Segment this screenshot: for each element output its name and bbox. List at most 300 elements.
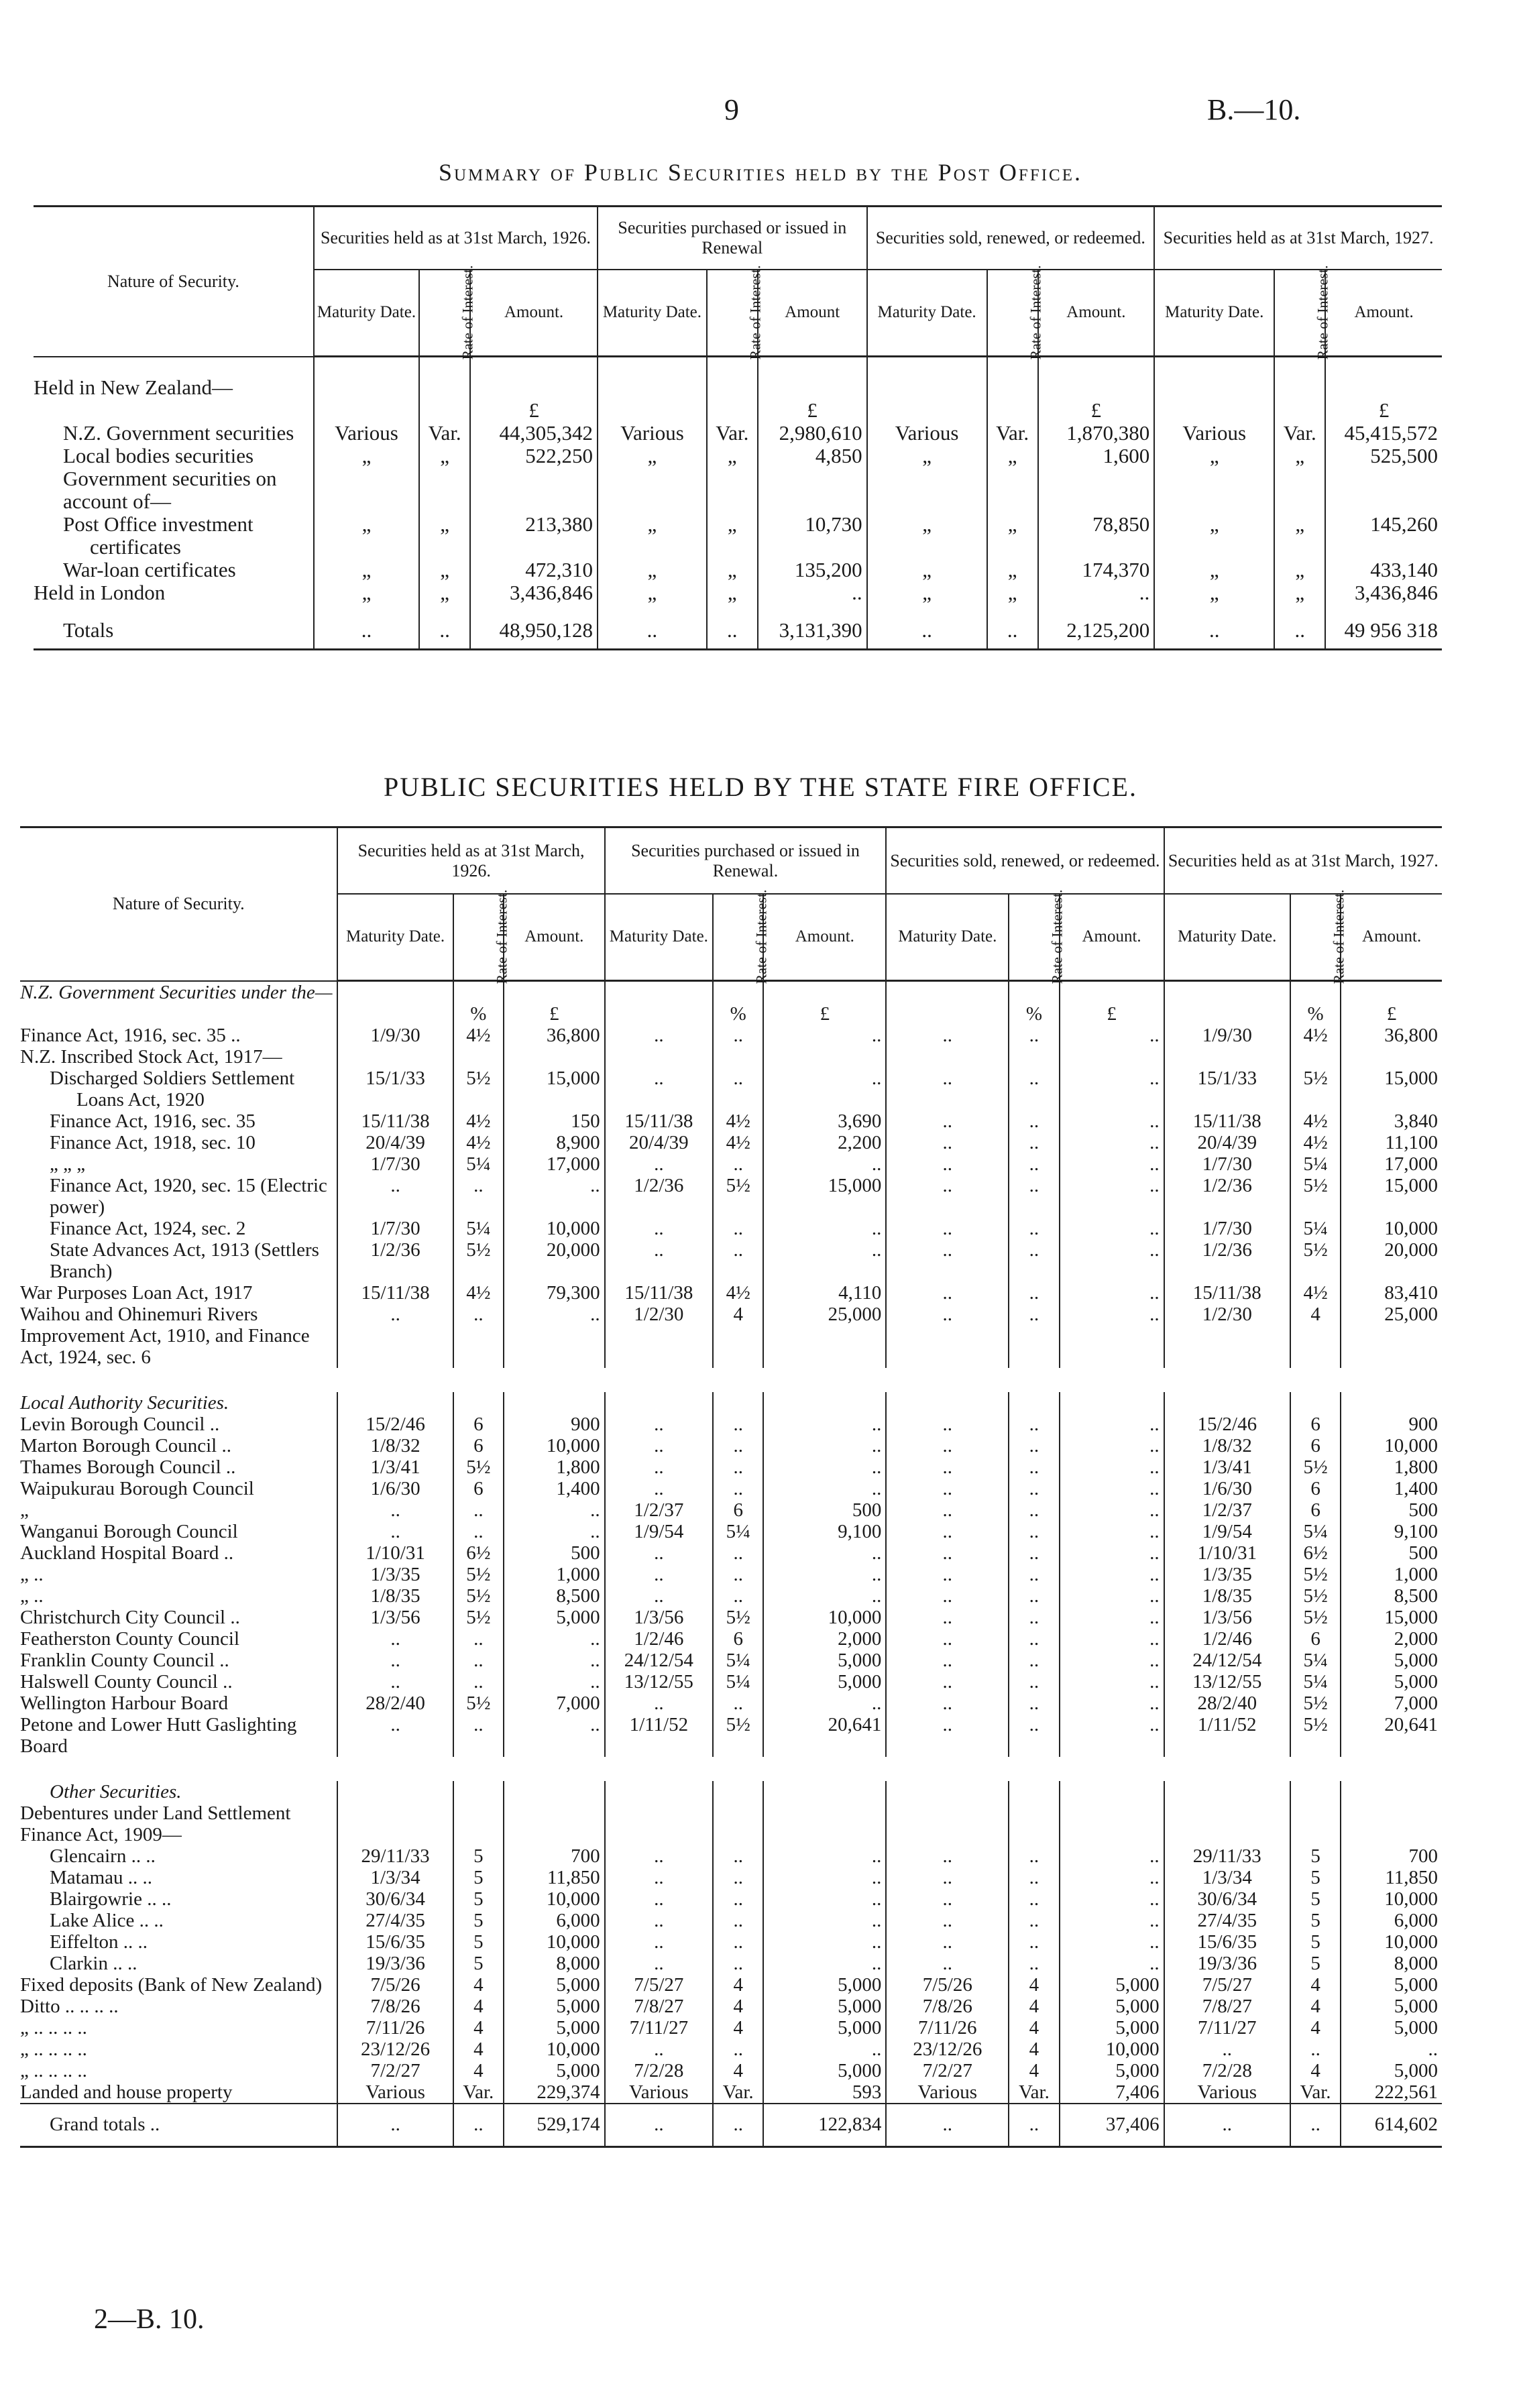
amount-cell: 1,000 (1341, 1564, 1442, 1585)
amount-cell: 5,000 (1341, 1974, 1442, 1996)
maturity-cell: 7/5/27 (605, 1974, 713, 1996)
amount-cell: 5,000 (1341, 2017, 1442, 2039)
rate-cell: 5¼ (1290, 1521, 1341, 1542)
maturity-cell: „ (598, 559, 707, 581)
rate-cell: Var. (1009, 2081, 1059, 2104)
rate-cell: 6½ (453, 1542, 504, 1564)
rate-cell: 4 (453, 2060, 504, 2081)
amount-cell: 5,000 (1060, 1974, 1164, 1996)
maturity-cell: 1/7/30 (337, 1153, 453, 1175)
rate-cell: 4 (453, 2017, 504, 2039)
maturity-cell: .. (1164, 2039, 1290, 2060)
amount-cell: .. (1060, 1867, 1164, 1888)
maturity-cell: .. (886, 1132, 1009, 1153)
amount-cell: 1,400 (1341, 1478, 1442, 1499)
amount-cell: .. (763, 1414, 886, 1435)
rate-cell: „ (419, 581, 470, 604)
rate-cell: 4½ (453, 1282, 504, 1304)
pound-unit: £ (1325, 399, 1442, 422)
maturity-cell (1164, 1802, 1290, 1845)
maturity-cell: .. (605, 1239, 713, 1282)
maturity-cell: 1/10/31 (337, 1542, 453, 1564)
amount-cell: 5,000 (504, 1974, 605, 1996)
spacer-row (20, 1757, 1442, 1781)
rate-cell (1009, 1802, 1059, 1845)
amount-cell: 2,125,200 (1038, 604, 1155, 650)
amount-cell: 79,300 (504, 1282, 605, 1304)
rate-cell: 6 (713, 1628, 763, 1650)
maturity-cell: „ (867, 513, 987, 559)
amount-cell: .. (1060, 1282, 1164, 1304)
rate-cell: 4 (1009, 2039, 1059, 2060)
rate-cell: .. (1009, 1931, 1059, 1953)
maturity-cell (1164, 1781, 1290, 1802)
amount-cell: .. (504, 1175, 605, 1218)
maturity-cell (337, 1046, 453, 1068)
maturity-cell: .. (337, 1175, 453, 1218)
pound-unit: £ (504, 1003, 605, 1025)
maturity-cell: 19/3/36 (1164, 1953, 1290, 1974)
rate-cell (707, 467, 758, 513)
amount-cell: .. (763, 1867, 886, 1888)
amount-cell: 7,406 (1060, 2081, 1164, 2104)
table-row (20, 1931, 1442, 1953)
totals-row (20, 2104, 1442, 2147)
nature-cell: Finance Act, 1916, sec. 35 (50, 1110, 256, 1132)
rate-cell: .. (1009, 1714, 1059, 1757)
amount-cell: 4,110 (763, 1282, 886, 1304)
rate-cell: „ (707, 445, 758, 467)
table-row (20, 1542, 1442, 1564)
group-header: Securities held as at 31st March, 1926. (314, 207, 598, 270)
rate-cell: .. (1009, 1521, 1059, 1542)
rate-cell: .. (1009, 1888, 1059, 1910)
table-row (34, 357, 1442, 399)
rate-cell: 5½ (713, 1175, 763, 1218)
amount-cell: 614,602 (1341, 2104, 1442, 2147)
rate-cell: .. (1009, 1025, 1059, 1046)
amount-cell: .. (504, 1521, 605, 1542)
maturity-cell: Various (337, 2081, 453, 2104)
amount-cell: 500 (1341, 1499, 1442, 1521)
rate-cell: .. (713, 1456, 763, 1478)
nature-cell: Glencairn .. .. (50, 1845, 156, 1867)
amount-cell: 433,140 (1325, 559, 1442, 581)
amount-cell: 10,000 (504, 1435, 605, 1456)
maturity-cell: 15/11/38 (605, 1110, 713, 1132)
nature-cell: Post Office investment certificates (63, 512, 253, 559)
amount-cell: 1,800 (1341, 1456, 1442, 1478)
amount-cell (1060, 1781, 1164, 1802)
amount-cell: 11,100 (1341, 1132, 1442, 1153)
amount-cell: 5,000 (1060, 1996, 1164, 2017)
amount-header: Amount. (1325, 270, 1442, 357)
maturity-cell: 15/11/38 (337, 1282, 453, 1304)
amount-cell: .. (763, 1693, 886, 1714)
maturity-cell (598, 357, 707, 399)
amount-cell: 5,000 (1060, 2017, 1164, 2039)
amount-cell: .. (1060, 1931, 1164, 1953)
rate-cell: 4½ (713, 1282, 763, 1304)
rate-cell: 4 (713, 1996, 763, 2017)
rate-cell: 5½ (453, 1607, 504, 1628)
totals-label: Grand totals .. (20, 2104, 337, 2147)
rate-cell: 4 (453, 1974, 504, 1996)
maturity-cell: 7/2/27 (337, 2060, 453, 2081)
maturity-cell: 1/3/41 (1164, 1456, 1290, 1478)
amount-cell: 11,850 (504, 1867, 605, 1888)
rate-cell: .. (1009, 1414, 1059, 1435)
rate-cell (1274, 357, 1325, 399)
rate-cell: .. (713, 2039, 763, 2060)
table-row (20, 2060, 1442, 2081)
maturity-cell: 7/11/27 (605, 2017, 713, 2039)
rate-cell: 5½ (1290, 1456, 1341, 1478)
maturity-cell: 20/4/39 (337, 1132, 453, 1153)
maturity-cell: 1/7/30 (1164, 1153, 1290, 1175)
rate-cell: .. (419, 604, 470, 650)
maturity-cell: „ (867, 581, 987, 604)
amount-cell: 525,500 (1325, 445, 1442, 467)
maturity-cell: „ (314, 581, 419, 604)
rate-cell: 5½ (713, 1714, 763, 1757)
rate-cell: .. (1009, 1239, 1059, 1282)
spacer-cell (20, 1368, 1442, 1392)
amount-cell: 20,000 (504, 1239, 605, 1282)
amount-cell: 9,100 (1341, 1521, 1442, 1542)
maturity-cell: „ (314, 559, 419, 581)
rate-cell: 4 (453, 1996, 504, 2017)
amount-cell: 3,690 (763, 1110, 886, 1132)
maturity-cell: .. (886, 1931, 1009, 1953)
rate-cell: 6 (1290, 1499, 1341, 1521)
amount-cell: 15,000 (504, 1068, 605, 1110)
maturity-cell: 29/11/33 (337, 1845, 453, 1867)
rate-cell: Var. (987, 422, 1038, 445)
table-row (20, 1110, 1442, 1132)
maturity-cell: 7/2/28 (1164, 2060, 1290, 2081)
maturity-cell: .. (886, 1910, 1009, 1931)
maturity-cell: 1/2/36 (605, 1175, 713, 1218)
amount-cell: 1,000 (504, 1564, 605, 1585)
table-row (20, 1802, 1442, 1845)
rate-cell: 5½ (1290, 1175, 1341, 1218)
maturity-cell: .. (605, 1025, 713, 1046)
pound-unit: £ (1038, 399, 1155, 422)
rate-cell: .. (1009, 1068, 1059, 1110)
maturity-cell: .. (886, 1478, 1009, 1499)
table-row (20, 1845, 1442, 1867)
table-row (20, 1392, 1442, 1414)
maturity-cell: 7/11/26 (886, 2017, 1009, 2039)
table-row (20, 1628, 1442, 1650)
rate-cell: 5½ (453, 1068, 504, 1110)
maturity-cell: .. (605, 1478, 713, 1499)
nature-cell: Lake Alice .. .. (50, 1909, 164, 1931)
maturity-cell: „ (314, 445, 419, 467)
maturity-cell: .. (886, 1414, 1009, 1435)
amount-cell: .. (763, 1068, 886, 1110)
maturity-cell: 1/2/37 (605, 1499, 713, 1521)
maturity-cell: 27/4/35 (337, 1910, 453, 1931)
amount-cell (504, 1802, 605, 1845)
table-row (20, 2017, 1442, 2039)
maturity-cell (1164, 1392, 1290, 1414)
group-header: Securities held as at 31st March, 1926. (337, 827, 604, 895)
amount-cell: 2,000 (1341, 1628, 1442, 1650)
nature-cell: Finance Act, 1924, sec. 2 (50, 1217, 246, 1239)
amount-cell: 4,850 (758, 445, 867, 467)
maturity-cell: .. (886, 1607, 1009, 1628)
maturity-cell: .. (886, 1153, 1009, 1175)
percent-unit: % (1290, 1003, 1341, 1025)
table-row (34, 559, 1442, 581)
table-row (20, 1025, 1442, 1046)
rate-cell: 5 (1290, 1867, 1341, 1888)
table-row (20, 1456, 1442, 1478)
maturity-cell: „ (598, 581, 707, 604)
rate-cell (1290, 1781, 1341, 1802)
maturity-cell: .. (886, 1953, 1009, 1974)
maturity-cell: 15/6/35 (337, 1931, 453, 1953)
rate-cell: 4½ (1290, 1282, 1341, 1304)
amount-cell: 20,000 (1341, 1239, 1442, 1282)
maturity-cell: .. (337, 1521, 453, 1542)
amount-cell: .. (1060, 1435, 1164, 1456)
maturity-cell (1154, 467, 1274, 513)
amount-cell: 174,370 (1038, 559, 1155, 581)
amount-cell: .. (1060, 1218, 1164, 1239)
unit-label-cell (34, 399, 314, 422)
rate-cell: .. (713, 1239, 763, 1282)
maturity-cell: .. (867, 604, 987, 650)
rate-cell (419, 357, 470, 399)
amount-cell: 1,870,380 (1038, 422, 1155, 445)
amount-header: Amount (758, 270, 867, 357)
amount-cell (504, 1046, 605, 1068)
maturity-cell: „ (314, 513, 419, 559)
nature-cell: Finance Act, 1916, sec. 35 .. (20, 1024, 241, 1046)
amount-cell: .. (1060, 1132, 1164, 1153)
maturity-cell: 15/1/33 (337, 1068, 453, 1110)
rate-cell (707, 357, 758, 399)
page-signature: 2—B. 10. (94, 2304, 205, 2335)
maturity-cell: .. (886, 1110, 1009, 1132)
amount-cell: 37,406 (1060, 2104, 1164, 2147)
amount-cell: 529,174 (504, 2104, 605, 2147)
table-row (20, 1953, 1442, 1974)
table-row (20, 2039, 1442, 2060)
maturity-cell: „ (1154, 559, 1274, 581)
rate-cell: .. (453, 1671, 504, 1693)
amount-cell: 10,000 (1341, 1435, 1442, 1456)
table-row (20, 1175, 1442, 1218)
rate-cell: 6 (1290, 1435, 1341, 1456)
group-header: Securities sold, renewed, or redeemed. (867, 207, 1155, 270)
rate-cell: 5¼ (713, 1521, 763, 1542)
amount-cell: 25,000 (763, 1304, 886, 1368)
rate-cell: „ (987, 513, 1038, 559)
rate-cell: .. (453, 2104, 504, 2147)
maturity-cell: 1/2/30 (1164, 1304, 1290, 1368)
maturity-cell: .. (605, 2039, 713, 2060)
rate-cell: „ (419, 559, 470, 581)
pound-unit: £ (763, 1003, 886, 1025)
percent-unit: % (453, 1003, 504, 1025)
amount-cell: 1,800 (504, 1456, 605, 1478)
rate-cell: 5½ (1290, 1607, 1341, 1628)
table-row (20, 981, 1442, 1003)
maturity-cell (886, 1046, 1009, 1068)
nature-cell: „ .. (20, 1585, 44, 1607)
amount-cell: .. (1060, 1564, 1164, 1585)
table-row (20, 1521, 1442, 1542)
table-row (20, 1693, 1442, 1714)
amount-cell: .. (1060, 1456, 1164, 1478)
amount-cell: .. (1060, 1110, 1164, 1132)
rate-cell: .. (453, 1650, 504, 1671)
rate-cell: 4 (713, 1304, 763, 1368)
maturity-cell: .. (605, 1845, 713, 1867)
amount-cell (1325, 467, 1442, 513)
amount-cell: 8,000 (504, 1953, 605, 1974)
amount-cell: 10,000 (1060, 2039, 1164, 2060)
amount-cell: 44,305,342 (470, 422, 598, 445)
rate-cell: .. (1009, 1282, 1059, 1304)
maturity-cell: Various (1164, 2081, 1290, 2104)
maturity-cell: .. (886, 1239, 1009, 1282)
unit-label-cell (20, 1003, 337, 1025)
maturity-cell: .. (886, 1175, 1009, 1218)
amount-cell: .. (758, 581, 867, 604)
rate-cell: „ (987, 559, 1038, 581)
rate-cell: 4½ (713, 1110, 763, 1132)
nature-cell: Levin Borough Council .. (20, 1413, 220, 1435)
rate-cell: 5¼ (1290, 1153, 1341, 1175)
post-office-table-body (34, 357, 1442, 650)
maturity-cell: .. (886, 1867, 1009, 1888)
maturity-cell: .. (337, 1499, 453, 1521)
amount-cell: 5,000 (1341, 2060, 1442, 2081)
rate-cell: 6½ (1290, 1542, 1341, 1564)
amount-cell: .. (763, 1953, 886, 1974)
amount-cell: 472,310 (470, 559, 598, 581)
nature-cell: Clarkin .. .. (50, 1952, 137, 1974)
table-row (34, 581, 1442, 604)
rate-cell (1290, 1802, 1341, 1845)
rate-cell: .. (713, 1888, 763, 1910)
maturity-cell: „ (598, 445, 707, 467)
amount-cell: 15,000 (1341, 1068, 1442, 1110)
amount-cell: 11,850 (1341, 1867, 1442, 1888)
table-row (34, 513, 1442, 559)
maturity-cell: Various (867, 422, 987, 445)
maturity-cell: .. (886, 2104, 1009, 2147)
amount-cell: 700 (504, 1845, 605, 1867)
nature-cell: Local Authority Securities. (20, 1391, 229, 1414)
amount-cell (763, 1781, 886, 1802)
nature-cell: Christchurch City Council .. (20, 1606, 240, 1628)
amount-cell: .. (763, 1456, 886, 1478)
group-header: Securities sold, renewed, or redeemed. (886, 827, 1164, 895)
maturity-header: Maturity Date. (337, 894, 453, 981)
amount-cell: .. (763, 1585, 886, 1607)
post-office-title: Summary of Public Securities held by the Post Office. (438, 159, 1082, 186)
rate-cell: .. (1009, 1132, 1059, 1153)
amount-header: Amount. (504, 894, 605, 981)
state-fire-title: PUBLIC SECURITIES HELD BY THE STATE FIRE OFFICE. (384, 772, 1137, 802)
maturity-cell: .. (605, 1542, 713, 1564)
amount-cell: 500 (1341, 1542, 1442, 1564)
nature-cell: Blairgowrie .. .. (50, 1888, 172, 1910)
maturity-cell: .. (886, 1845, 1009, 1867)
maturity-cell (605, 1802, 713, 1845)
maturity-cell: 13/12/55 (1164, 1671, 1290, 1693)
amount-cell: 5,000 (1060, 2060, 1164, 2081)
rate-cell: 4 (1009, 1974, 1059, 1996)
amount-cell: .. (504, 1650, 605, 1671)
rate-cell: .. (713, 1585, 763, 1607)
maturity-cell: 15/11/38 (605, 1282, 713, 1304)
rate-cell: 4½ (453, 1132, 504, 1153)
amount-cell (504, 981, 605, 1003)
rate-cell (1290, 1046, 1341, 1068)
nature-cell: Auckland Hospital Board .. (20, 1542, 234, 1564)
table-row (20, 1714, 1442, 1757)
amount-cell: 25,000 (1341, 1304, 1442, 1368)
amount-header: Amount. (1341, 894, 1442, 981)
maturity-cell: 30/6/34 (337, 1888, 453, 1910)
rate-cell: 5¼ (1290, 1671, 1341, 1693)
amount-cell: 900 (504, 1414, 605, 1435)
totals-label: Totals (34, 604, 314, 650)
amount-cell: .. (1060, 1888, 1164, 1910)
amount-cell: .. (1060, 1068, 1164, 1110)
maturity-cell (337, 1781, 453, 1802)
rate-cell: .. (1009, 1628, 1059, 1650)
amount-cell: 900 (1341, 1414, 1442, 1435)
maturity-cell (605, 981, 713, 1003)
rate-header: Rate of Interest. (459, 265, 476, 360)
maturity-cell: 15/11/38 (1164, 1282, 1290, 1304)
table-row (34, 422, 1442, 445)
rate-cell: 4 (1290, 1996, 1341, 2017)
unit-row (20, 1003, 1442, 1025)
amount-cell (1060, 1392, 1164, 1414)
amount-cell: 593 (763, 2081, 886, 2104)
pound-unit: £ (1060, 1003, 1164, 1025)
amount-cell (1060, 1046, 1164, 1068)
table-row (20, 1046, 1442, 1068)
rate-cell (1274, 467, 1325, 513)
maturity-cell (867, 399, 987, 422)
maturity-cell: Various (1154, 422, 1274, 445)
state-fire-securities-table (20, 826, 1442, 2148)
rate-cell: 4 (1290, 2017, 1341, 2039)
rate-cell: .. (1290, 2104, 1341, 2147)
pound-unit: £ (758, 399, 867, 422)
rate-cell: .. (1009, 1564, 1059, 1585)
maturity-cell: .. (886, 1218, 1009, 1239)
table-row (20, 1282, 1442, 1304)
amount-cell: .. (1060, 1499, 1164, 1521)
amount-cell: 3,840 (1341, 1110, 1442, 1132)
rate-cell: .. (453, 1521, 504, 1542)
maturity-cell: 1/8/32 (1164, 1435, 1290, 1456)
amount-cell: .. (1060, 1953, 1164, 1974)
table-row (20, 1888, 1442, 1910)
rate-cell: 5¼ (1290, 1650, 1341, 1671)
